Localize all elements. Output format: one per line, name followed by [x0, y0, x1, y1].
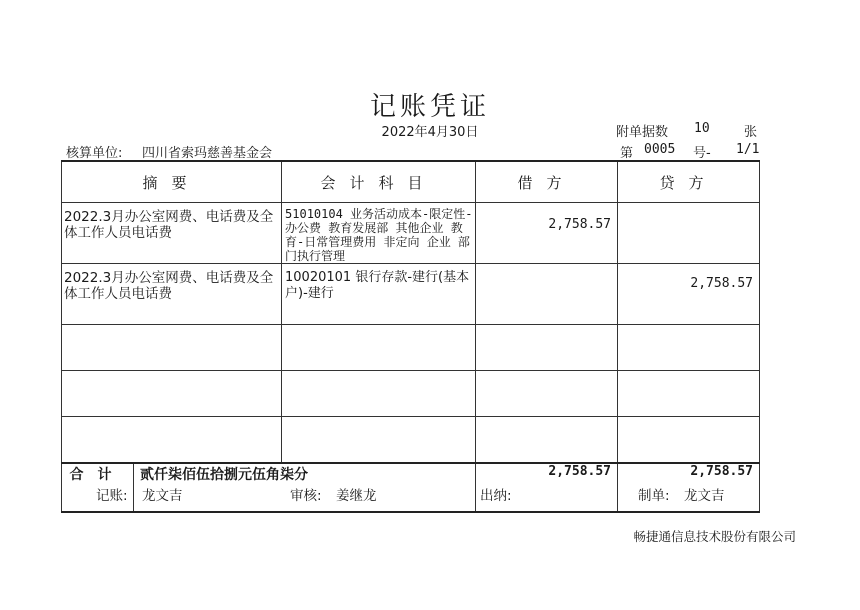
empty-cell: [282, 417, 476, 464]
empty-cell: [282, 325, 476, 371]
entry-subject: 10020101 银行存款-建行(基本户)-建行: [282, 264, 476, 325]
empty-cell: [62, 371, 282, 417]
bookkeeper-name: 龙文吉: [142, 488, 183, 504]
preparer-label: 制单:: [638, 488, 670, 504]
number-suffix: 号-: [693, 146, 711, 161]
empty-cell: [62, 417, 282, 464]
total-amount-in-words: 贰仟柒佰伍拾捌元伍角柒分: [134, 463, 476, 512]
header-row: [62, 161, 760, 203]
empty-cell: [618, 325, 760, 371]
entry-credit: [618, 203, 760, 264]
bookkeeper-label: 记账:: [96, 488, 128, 504]
entry-credit: 2,758.57: [618, 264, 760, 325]
empty-cell: [476, 325, 618, 371]
entry-summary: 2022.3月办公室网费、电话费及全体工作人员电话费: [62, 264, 282, 325]
number-prefix: 第: [620, 146, 634, 161]
preparer-name: 龙文吉: [684, 488, 725, 504]
empty-cell: [282, 371, 476, 417]
reviewer-name: 姜继龙: [336, 488, 377, 504]
attachments-count: 10: [694, 121, 710, 136]
reviewer-label: 审核:: [290, 488, 322, 504]
empty-cell: [618, 417, 760, 464]
page-indicator: 1/1: [736, 142, 760, 157]
empty-cell: [476, 417, 618, 464]
empty-cell: [62, 325, 282, 371]
entry-debit: [476, 264, 618, 325]
table-row: [62, 264, 760, 325]
header-subject: 会计科目: [282, 161, 476, 203]
empty-cell: [618, 371, 760, 417]
unit-name: 四川省索玛慈善基金会: [142, 146, 273, 161]
header-summary: 摘要: [62, 161, 282, 203]
voucher-number: 0005: [644, 142, 676, 157]
total-credit: 2,758.57: [618, 463, 760, 512]
cashier-label: 出纳:: [480, 488, 512, 504]
unit-label: 核算单位:: [66, 146, 123, 161]
attachments-label: 附单据数: [616, 125, 669, 140]
entry-subject: 51010104 业务活动成本-限定性-办公费 教育发展部 其他企业 教育-日常管理费用 非定向 企业 部门执行管理: [282, 203, 476, 264]
empty-cell: [476, 371, 618, 417]
table-row-empty: [62, 371, 760, 417]
table-row: [62, 203, 760, 264]
total-label: 合计: [62, 463, 134, 512]
voucher-title: 记账凭证: [369, 92, 490, 122]
table-row-empty: [62, 417, 760, 464]
entry-debit: 2,758.57: [476, 203, 618, 264]
attachments-unit: 张: [744, 125, 758, 140]
header-debit: 借方: [476, 161, 618, 203]
table-row-empty: [62, 325, 760, 371]
software-company: 畅捷通信息技术股份有限公司: [633, 529, 796, 544]
voucher-table: [61, 160, 760, 513]
voucher-date: 2022年4月30日: [381, 125, 479, 140]
entry-summary: 2022.3月办公室网费、电话费及全体工作人员电话费: [62, 203, 282, 264]
header-credit: 贷方: [618, 161, 760, 203]
total-debit: 2,758.57: [476, 463, 618, 512]
